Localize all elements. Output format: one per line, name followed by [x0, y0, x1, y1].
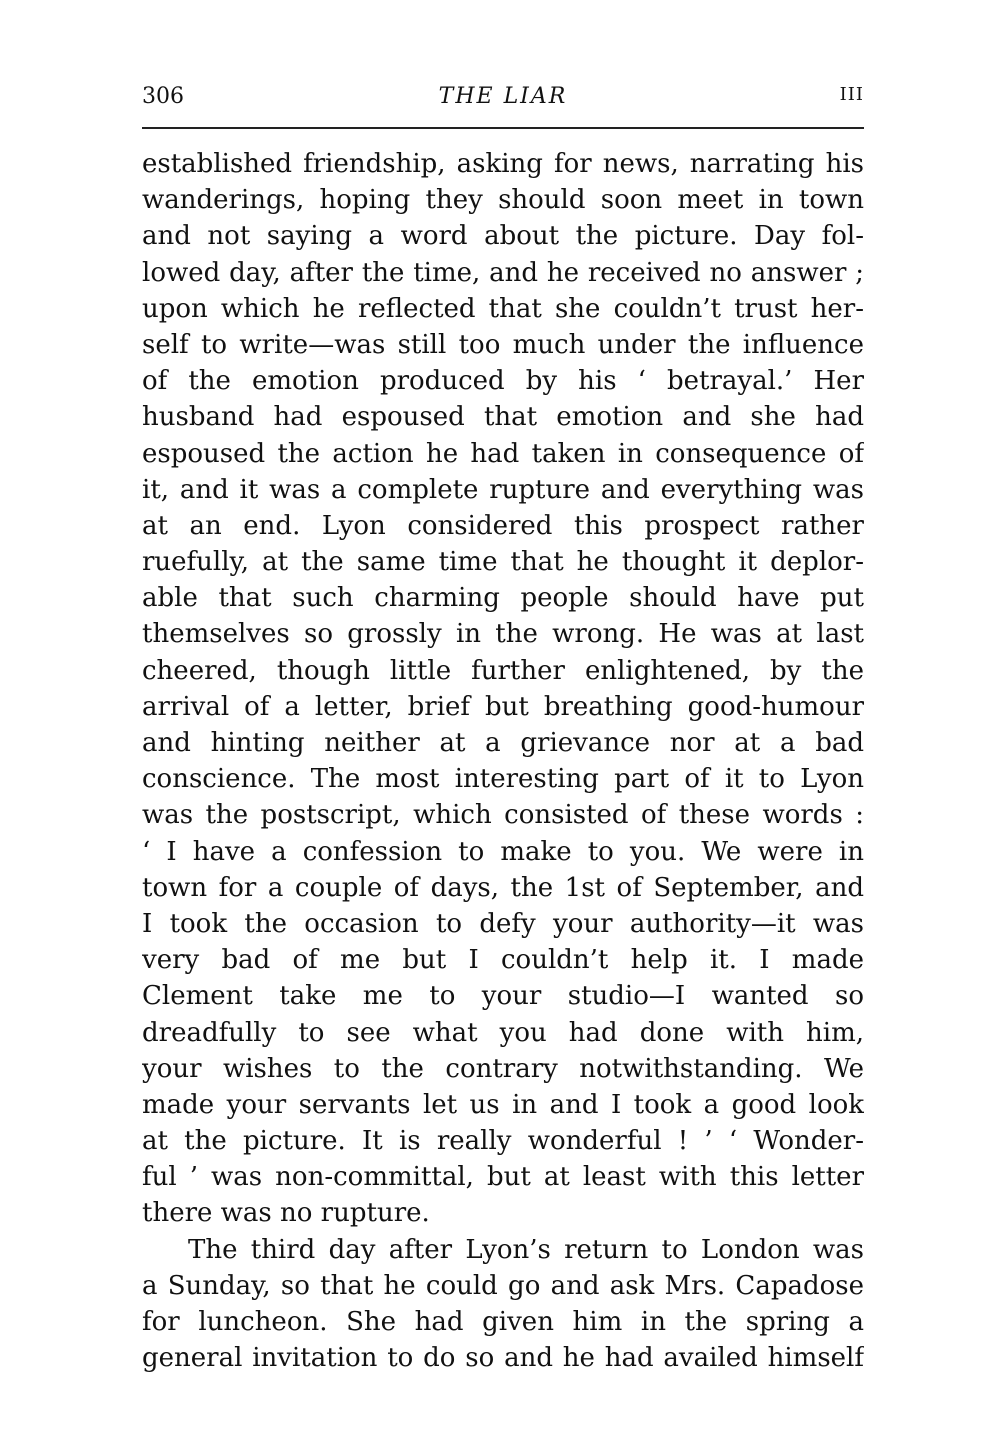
text-line: and hinting neither at a grievance nor at a bad — [142, 728, 864, 758]
text-line: of the emotion produced by his ‘ betrayal.’ Her — [142, 366, 864, 397]
text-line: it, and it was a complete rupture and everything was — [142, 474, 864, 505]
text-line: established friendship, asking for news, narrating his — [142, 149, 864, 179]
text-line: a Sunday, so that he could go and ask Mrs. Capadose — [142, 1270, 864, 1301]
page-number: 306 — [142, 84, 184, 109]
text-line: husband had espoused that emotion and she had — [142, 402, 864, 433]
text-line: at the picture. It is really wonderful ! ’ ‘ Wonder- — [142, 1126, 864, 1157]
text-line: able that such charming people should have put — [142, 583, 864, 614]
text-line: town for a couple of days, the 1st of September, and — [142, 872, 864, 903]
text-line: general invitation to do so and he had availed himself — [142, 1343, 864, 1374]
text-line-paragraph-start: The third day after Lyon’s return to London was — [188, 1234, 864, 1265]
text-line: I took the occasion to defy your authority—it was — [142, 908, 864, 939]
text-line: your wishes to the contrary notwithstanding. We — [142, 1053, 864, 1084]
body-text — [142, 146, 864, 1376]
header-rule — [142, 127, 864, 129]
text-line: cheered, though little further enlightened, by the — [142, 655, 864, 686]
text-line: Clement take me to your studio—I wanted so — [142, 981, 864, 1012]
chapter-number: III — [839, 84, 864, 105]
text-line-paragraph-end: there was no rupture. — [142, 1198, 430, 1229]
text-line: made your servants let us in and I took a good look — [142, 1089, 864, 1120]
text-line: conscience. The most interesting part of it to Lyon — [142, 764, 864, 795]
text-line: upon which he reflected that she couldn’t trust her- — [142, 293, 864, 324]
text-line: was the postscript, which consisted of these words : — [142, 800, 864, 831]
text-line: ful ’ was non-committal, but at least with this letter — [142, 1162, 864, 1193]
running-title: THE LIAR — [438, 84, 568, 109]
text-line: at an end. Lyon considered this prospect rather — [142, 510, 864, 541]
text-line: wanderings, hoping they should soon meet in town — [142, 185, 864, 216]
text-line: for luncheon. She had given him in the spring a — [142, 1307, 864, 1337]
text-line: espoused the action he had taken in consequence of — [142, 438, 864, 469]
text-line: dreadfully to see what you had done with him, — [142, 1017, 864, 1048]
text-line: ‘ I have a confession to make to you. We were in — [142, 836, 864, 867]
text-line: self to write—was still too much under the influence — [142, 329, 864, 360]
text-line: very bad of me but I couldn’t help it. I made — [142, 945, 864, 976]
text-line: themselves so grossly in the wrong. He was at last — [142, 619, 864, 650]
text-line: arrival of a letter, brief but breathing good-humour — [142, 691, 864, 722]
running-header — [142, 84, 864, 120]
text-line: and not saying a word about the picture. Day fol- — [142, 221, 864, 252]
text-line: lowed day, after the time, and he received no answer ; — [142, 257, 864, 288]
text-line: ruefully, at the same time that he thought it deplor- — [142, 547, 864, 578]
